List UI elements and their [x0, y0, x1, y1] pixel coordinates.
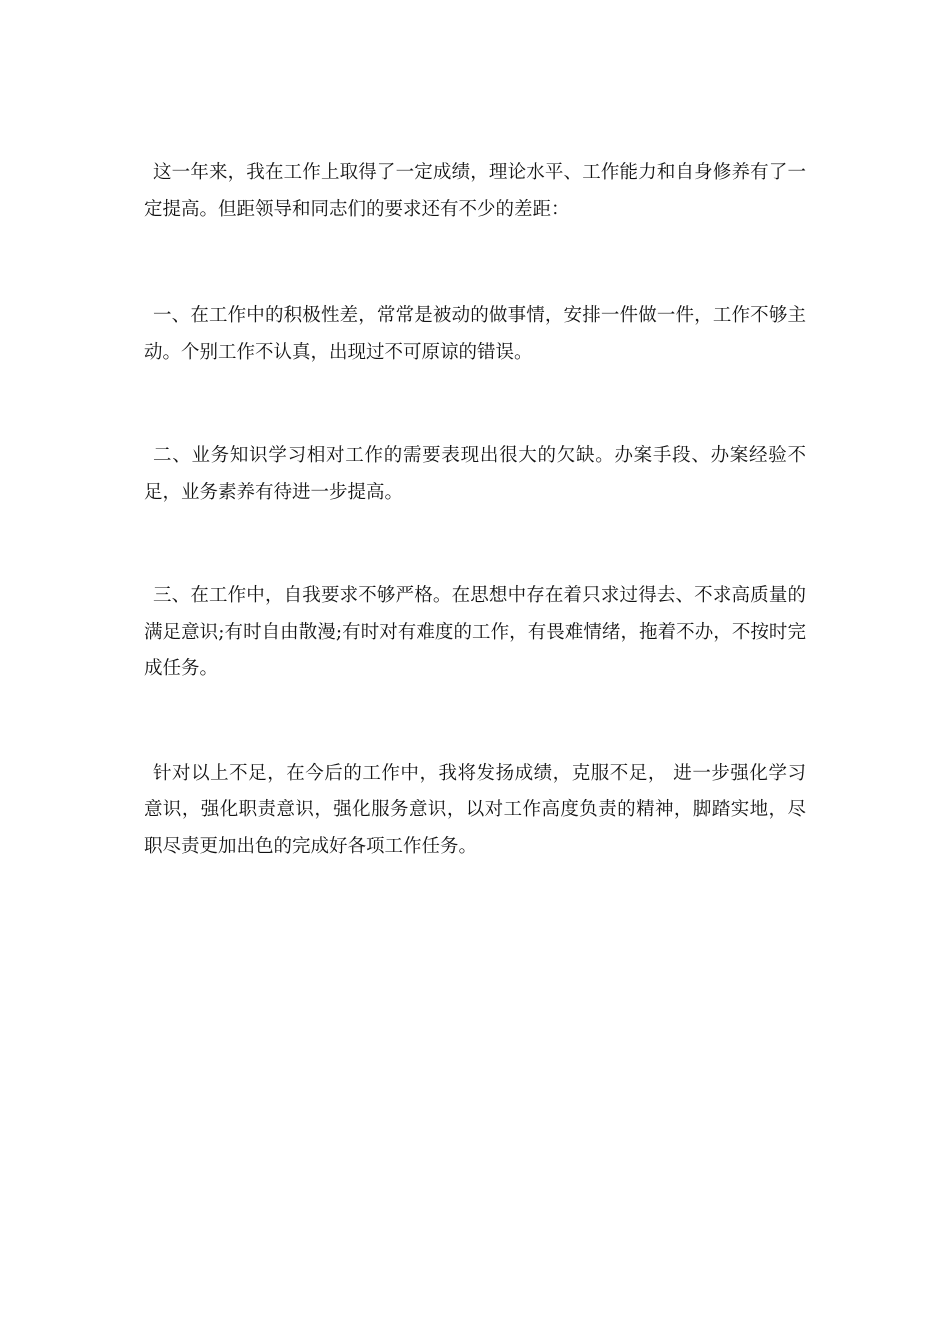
document-body	[144, 155, 806, 865]
paragraph-point-two: 二、业务知识学习相对工作的需要表现出很大的欠缺。办案手段、办案经验不足，业务素养有待进一步提高。	[144, 445, 806, 503]
paragraph-conclusion: 针对以上不足，在今后的工作中，我将发扬成绩，克服不足， 进一步强化学习意识，强化职责意识，强化服务意识，以对工作高度负责的精神，脚踏实地，尽职尽责更加出色的完成好各项工作任务。	[144, 762, 806, 857]
paragraph-intro: 这一年来，我在工作上取得了一定成绩，理论水平、工作能力和自身修养有了一定提高。但距领导和同志们的要求还有不少的差距：	[144, 162, 806, 220]
paragraph-point-three: 三、在工作中，自我要求不够严格。在思想中存在着只求过得去、不求高质量的满足意识;有时自由散漫;有时对有难度的工作，有畏难情绪，拖着不办，不按时完成任务。	[144, 585, 806, 679]
paragraph-point-one: 一、在工作中的积极性差，常常是被动的做事情，安排一件做一件，工作不够主动。个别工作不认真，出现过不可原谅的错误。	[144, 305, 806, 363]
